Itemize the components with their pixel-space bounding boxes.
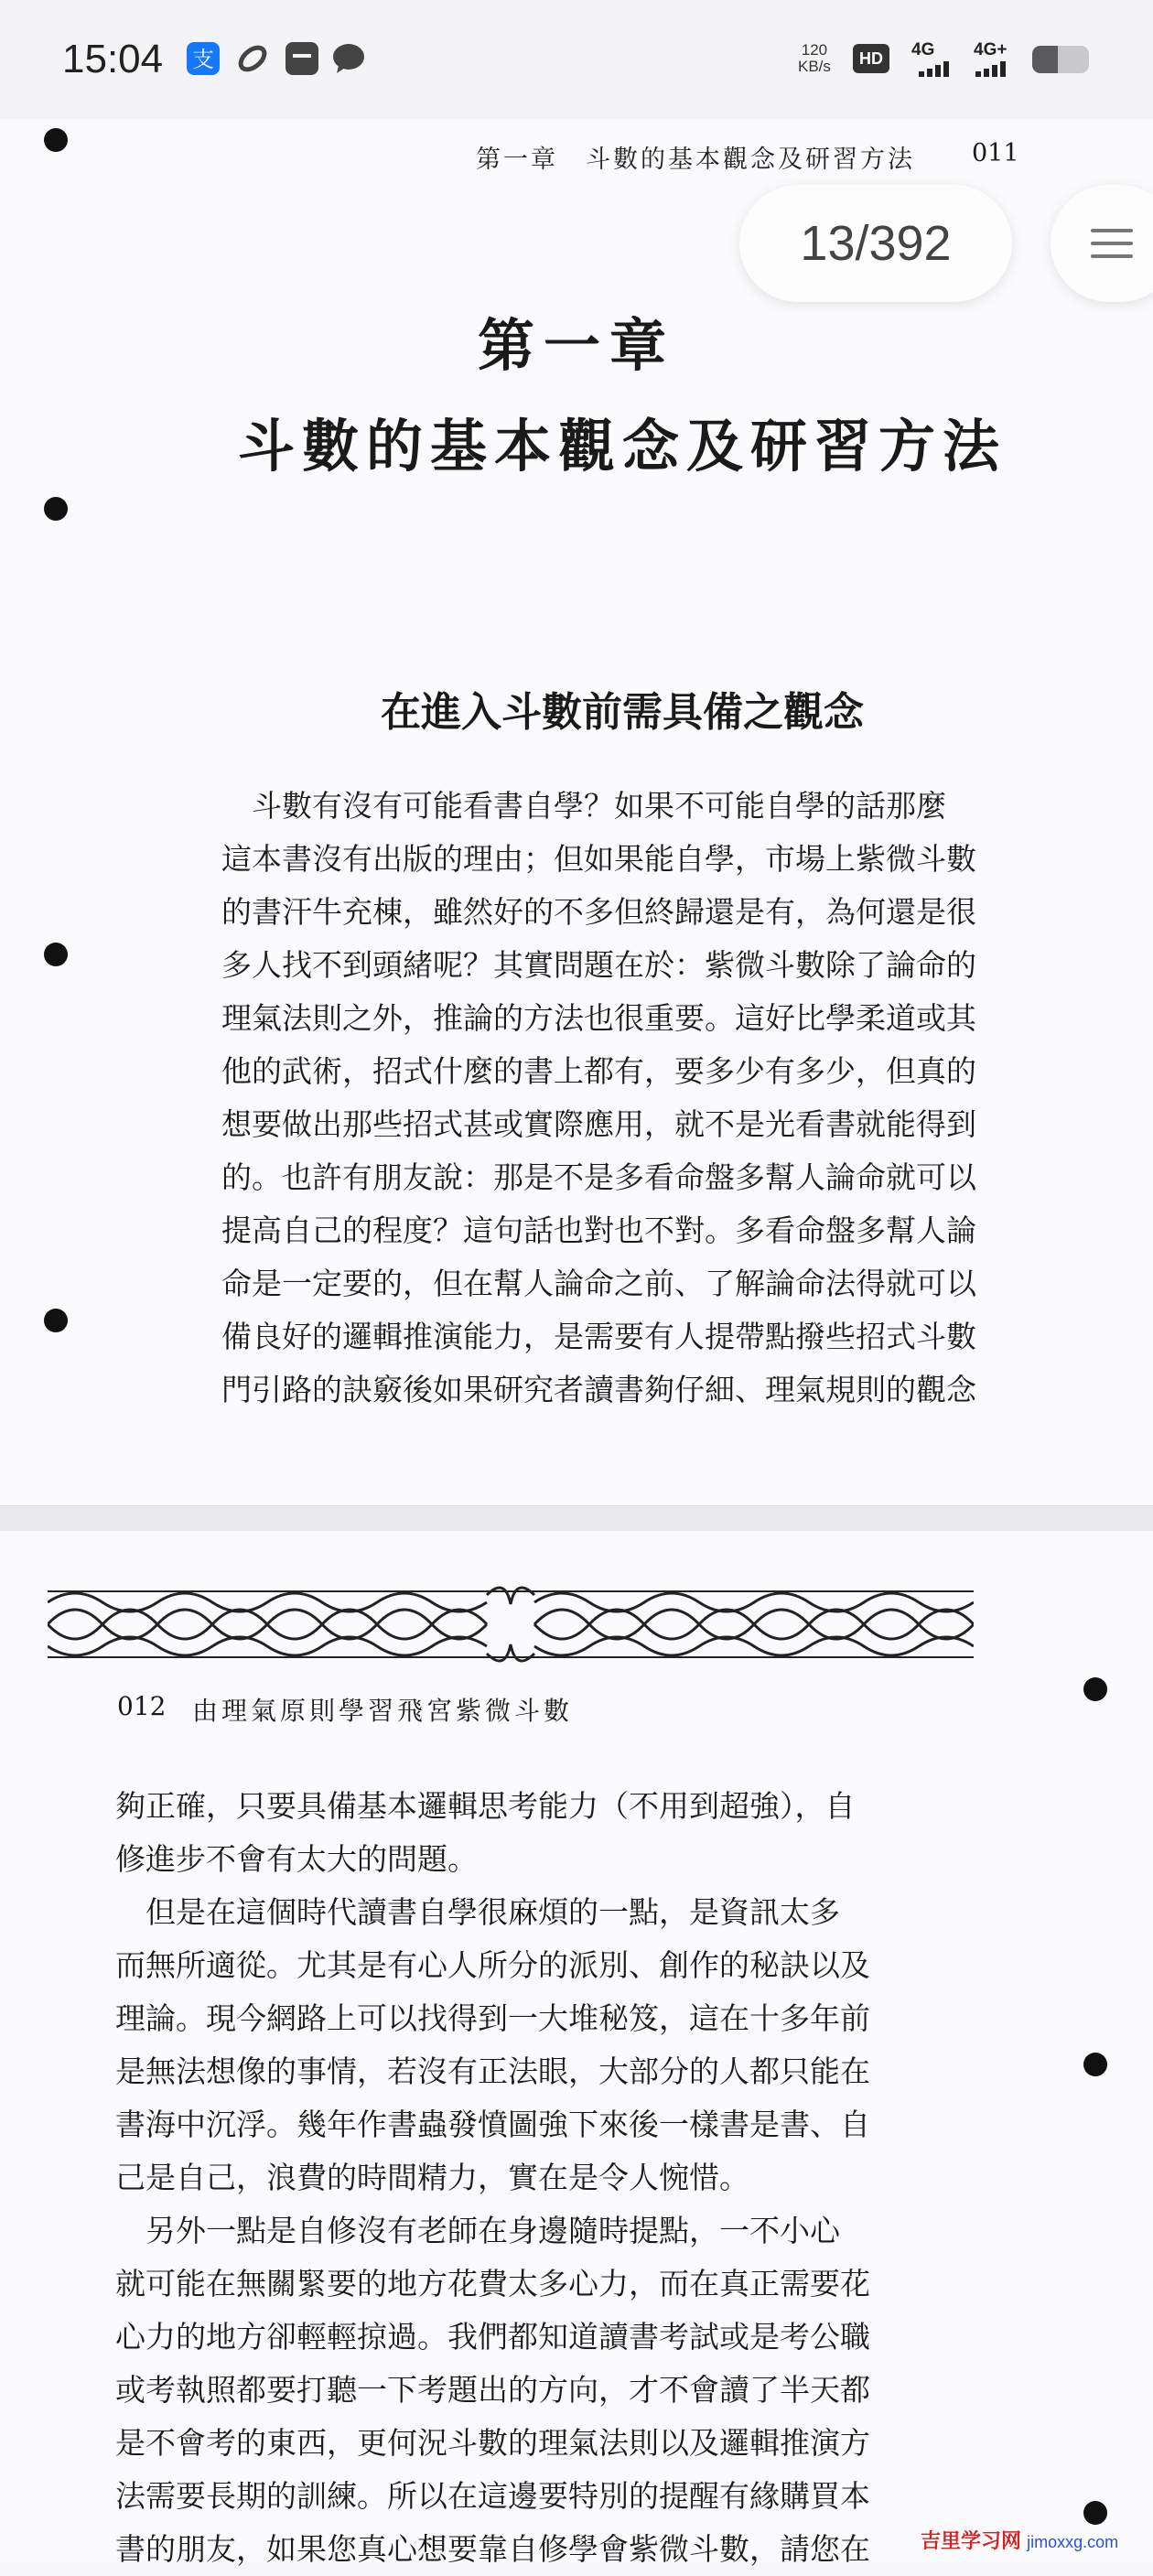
network-type-1: 4G — [911, 40, 935, 59]
text-line: 或考執照都要打聽一下考題出的方向，才不會讀了半天都 — [115, 2372, 870, 2408]
running-header: 第一章 斗數的基本觀念及研習方法 — [476, 146, 915, 174]
menu-button[interactable] — [1051, 185, 1153, 302]
text-line: 是無法想像的事情，若沒有正法眼，大部分的人都只能在 — [115, 2053, 870, 2089]
text-line: 但是在這個時代讀書自學很麻煩的一點，是資訊太多 — [115, 1894, 840, 1930]
binding-hole — [1083, 2053, 1107, 2076]
network-speed — [798, 42, 831, 75]
text-line: 法需要長期的訓練。所以在這邊要特別的提醒有緣購買本 — [115, 2478, 870, 2514]
binding-hole — [1083, 1677, 1107, 1701]
status-time: 15:04 — [62, 37, 164, 81]
binding-hole — [44, 497, 68, 521]
decorative-border-icon — [48, 1577, 974, 1672]
text-line: 多人找不到頭緒呢？其實問題在於：紫微斗數除了論命的 — [221, 947, 976, 983]
running-header: 由理氣原則學習飛宮紫微斗數 — [192, 1696, 574, 1726]
text-line: 修進步不會有太大的問題。 — [115, 1841, 478, 1877]
page-number: 012 — [117, 1691, 167, 1721]
svg-text:支: 支 — [192, 47, 214, 72]
book-page-012[interactable] — [0, 1531, 1153, 2567]
network-type-2: 4G+ — [974, 40, 1008, 59]
text-line: 心力的地方卻輕輕掠過。我們都知道讀書考試或是考公職 — [115, 2319, 870, 2355]
camera-icon — [286, 42, 318, 75]
signal-bars-1-icon — [919, 60, 949, 77]
text-line: 的書汗牛充棟，雖然好的不多但終歸還是有，為何還是很 — [221, 894, 976, 930]
text-line: 而無所適從。尤其是有心人所分的派別、創作的秘訣以及 — [115, 1947, 870, 1983]
text-line: 是不會考的東西，更何況斗數的理氣法則以及邏輯推演方 — [115, 2425, 870, 2461]
text-line: 理論。現今網路上可以找得到一大堆秘笈，這在十多年前 — [115, 2000, 870, 2036]
body-text — [115, 1780, 921, 2576]
text-line: 這本書沒有出版的理由；但如果能自學，市場上紫微斗數 — [221, 841, 976, 877]
page-indicator[interactable]: 13/392 — [739, 185, 1012, 302]
text-line: 備良好的邏輯推演能力，是需要有人提帶點撥些招式斗數 — [221, 1319, 976, 1354]
battery-level — [1032, 46, 1058, 73]
chapter-label: 第一章 — [477, 312, 675, 379]
page-divider — [0, 1505, 1153, 1532]
binding-hole — [44, 1309, 68, 1332]
speed-value: 120 — [801, 41, 828, 59]
text-line: 命是一定要的，但在幫人論命之前、了解論命法得就可以 — [221, 1266, 976, 1301]
alipay-icon — [187, 42, 220, 75]
text-line: 書海中沉浮。幾年作書蟲發憤圖強下來後一樣書是書、自 — [115, 2107, 870, 2142]
body-text — [221, 780, 1027, 1417]
speed-unit: KB/s — [798, 58, 831, 75]
watermark-name: 吉里学习网 — [921, 2529, 1022, 2552]
page-number: 011 — [972, 139, 1019, 167]
binding-hole — [44, 128, 68, 152]
watermark-domain: jimoxxg.com — [1027, 2533, 1119, 2551]
book-page-011[interactable] — [0, 119, 1153, 1505]
hamburger-menu-icon — [1091, 229, 1133, 232]
text-line: 提高自己的程度？這句話也對也不對。多看命盤多幫人論 — [221, 1213, 976, 1248]
text-line: 就可能在無關緊要的地方花費太多心力，而在真正需要花 — [115, 2266, 870, 2301]
binding-hole — [1083, 2501, 1107, 2525]
text-line: 的。也許有朋友說：那是不是多看命盤多幫人論命就可以 — [221, 1159, 976, 1195]
status-bar — [0, 0, 1153, 119]
text-line: 斗數有沒有可能看書自學？如果不可能自學的話那麼 — [221, 788, 946, 824]
watermark — [921, 2526, 1118, 2554]
binding-hole — [44, 943, 68, 966]
text-line: 書的朋友，如果您真心想要靠自修學會紫微斗數，請您在 — [115, 2531, 870, 2567]
text-line: 另外一點是自修沒有老師在身邊隨時提點，一不小心 — [115, 2213, 840, 2248]
chapter-title: 斗數的基本觀念及研習方法 — [237, 413, 1007, 480]
hd-icon: HD — [853, 44, 889, 73]
link-icon — [236, 42, 269, 75]
section-title: 在進入斗數前需具備之觀念 — [381, 689, 864, 736]
signal-bars-2-icon — [975, 60, 1006, 77]
text-line: 想要做出那些招式甚或實際應用，就不是光看書就能得到 — [221, 1106, 976, 1142]
text-line: 他的武術，招式什麼的書上都有，要多少有多少，但真的 — [221, 1053, 976, 1089]
battery-icon — [1032, 46, 1089, 73]
text-line: 理氣法則之外，推論的方法也很重要。這好比學柔道或其 — [221, 1000, 976, 1036]
text-line: 己是自己，浪費的時間精力，實在是令人惋惜。 — [115, 2160, 749, 2195]
text-line: 夠正確，只要具備基本邏輯思考能力（不用到超強），自 — [115, 1788, 856, 1824]
text-line: 門引路的訣竅後如果研究者讀書夠仔細、理氣規則的觀念 — [221, 1372, 976, 1407]
chat-icon — [331, 42, 364, 75]
